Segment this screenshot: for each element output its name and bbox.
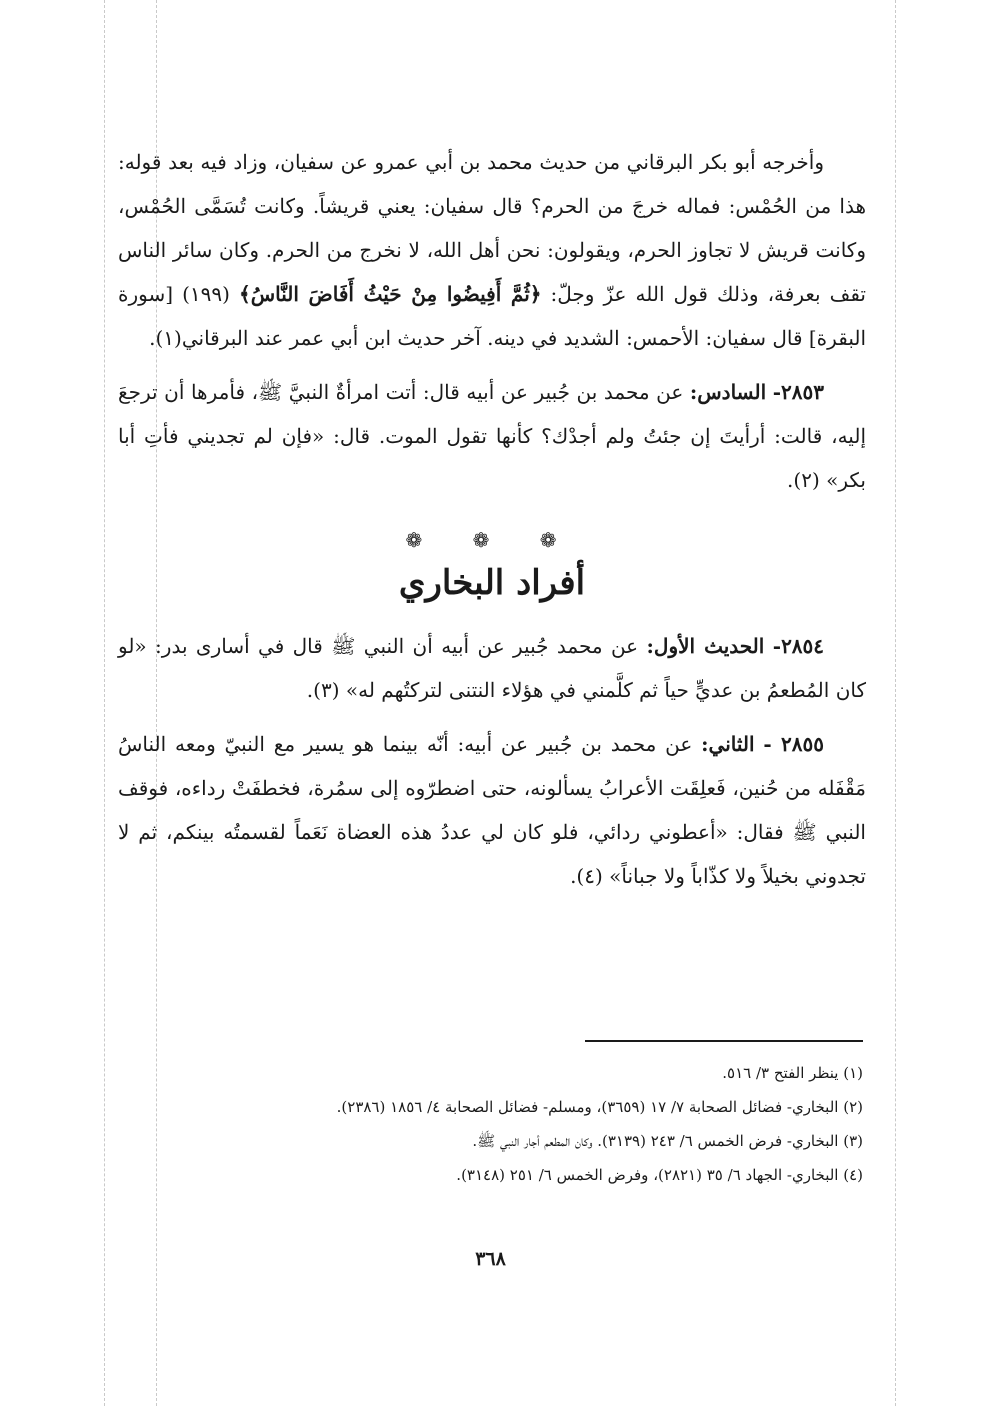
- footnote-3: (٣) البخاري- فرض الخمس ٦/ ٢٤٣ (٣١٣٩). وكان المطعم أجار النبي ﷺ.: [472, 1132, 863, 1150]
- quran-verse: ﴿ثُمَّ أَفِيضُوا مِنْ حَيْثُ أَفَاضَ النَّاسُ﴾: [238, 282, 542, 306]
- footnote-2: (٢) البخاري- فضائل الصحابة ٧/ ١٧ (٣٦٥٩)، ومسلم- فضائل الصحابة ٤/ ١٨٥٦ (٢٣٨٦).: [336, 1098, 863, 1116]
- paragraph-text: وأخرجه أبو بكر البرقاني من حديث محمد بن أبي عمرو عن سفيان، وزاد فيه بعد قوله: هذا من الحُمْس: فماله خرجَ من الحرم؟ قال سفيان: يعني قريشاً. وكانت تُسَمَّى الحُمْس، وكانت قريش لا تجاوز الحرم، ويقولون: نحن أهل الله، لا نخرج من الحرم. وكان سائر الناس تقف بعرفة، وذلك قول الله عزّ وجلّ:: [118, 150, 866, 306]
- hadith-number: ٢٨٥٤-: [772, 634, 825, 658]
- right-margin-line: [895, 0, 896, 1406]
- section-title: أفراد البخاري: [398, 563, 586, 603]
- footnote-4: (٤) البخاري- الجهاد ٦/ ٣٥ (٢٨٢١)، وفرض الخمس ٦/ ٢٥١ (٣١٤٨).: [456, 1166, 863, 1184]
- left-margin-line: [104, 0, 105, 1406]
- paragraph-text-continued: (١٩٩) [سورة البقرة] قال سفيان: الأحمس: الشديد في دينه. آخر حديث ابن أبي عمر عند البرقاني(١).: [118, 282, 866, 350]
- footnote-1: (١) ينظر الفتح ٣/ ٥١٦.: [722, 1064, 863, 1082]
- footnote-rule: [585, 1040, 863, 1042]
- footnotes: [115, 1056, 863, 1192]
- paragraph-barqani: [118, 140, 866, 360]
- hadith-label: الثاني:: [701, 732, 755, 756]
- hadith-text: عن محمد بن جُبير عن أبيه قال: أتت امرأةٌ النبيَّ ﷺ، فأمرها أن ترجعَ إليه، قالت: أرأيتَ إن جئتُ ولم أجدْك؟ كأنها تقول الموت. قال: «فإن لم تجديني فأتِ أبا بكر» (٢).: [118, 380, 866, 492]
- page-number: ٣٦٨: [475, 1248, 506, 1270]
- hadith-text: عن محمد بن جُبير عن أبيه: أنّه بينما هو يسير مع النبيّ ومعه الناسُ مَقْفَله من حُنين، فَعلِقَت الأعرابُ يسألونه، حتى اضطرّوه إلى سمُرة، فخطفَتْ رداءه، فوقف النبي ﷺ فقال: «أعطوني ردائي، فلو كان لي عددُ هذه العضاة نَعَماً لقسمتُه بينكم، ثم لا تجدوني بخيلاً ولا كذّاباً ولا جباناً» (٤).: [118, 732, 866, 888]
- section-separator: ❁ ❁ ❁: [405, 528, 579, 552]
- hadith-number: ٢٨٥٥ -: [763, 732, 825, 756]
- hadith-2855: [118, 722, 866, 898]
- hadith-2854: [118, 624, 866, 712]
- hadith-number: ٢٨٥٣-: [772, 380, 825, 404]
- hadith-label: الحديث الأول:: [646, 634, 765, 658]
- hadith-2853: [118, 370, 866, 502]
- hadith-text: عن محمد جُبير عن أبيه أن النبي ﷺ قال في أسارى بدر: «لو كان المُطعمُ بن عديٍّ حياً ثم كلَّمني في هؤلاء النتنى لتركتُهم له» (٣).: [118, 634, 866, 702]
- hadith-label: السادس:: [689, 380, 767, 404]
- page-body: [118, 140, 866, 908]
